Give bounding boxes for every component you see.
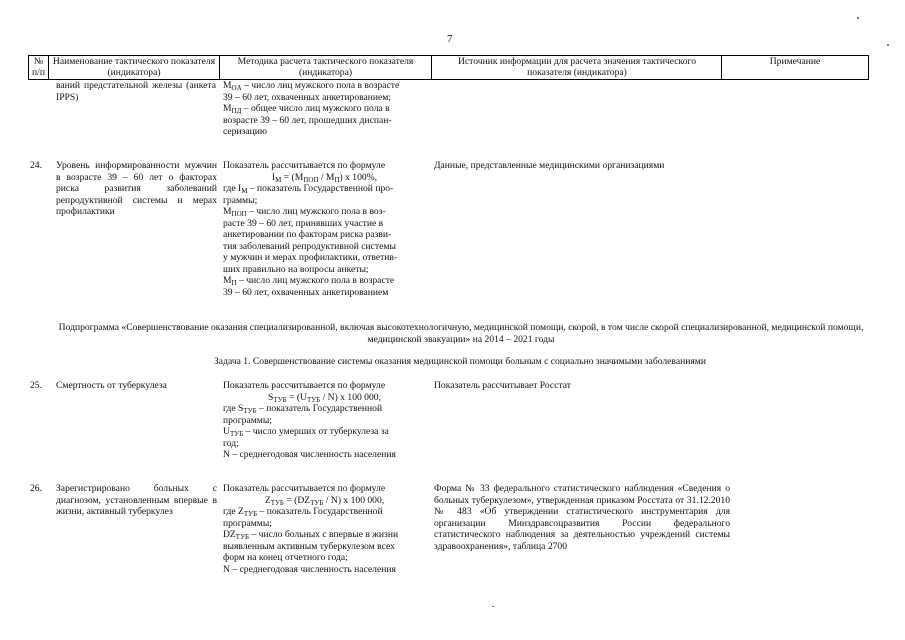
scan-speck — [492, 606, 494, 607]
method-line: Показатель рассчитывается по формуле — [223, 483, 386, 494]
row-number: 25. — [30, 380, 42, 391]
method-line: 39 – 60 лет, охваченных анкетированием — [223, 286, 389, 298]
method-text — [223, 483, 426, 575]
method-line: N – среднегодовая численность населения — [223, 563, 396, 575]
method-line: расте 39 – 60 лет, принявших участие в — [223, 217, 384, 229]
method-line: программы; — [223, 414, 272, 426]
method-line: $M_П$ – число лиц мужского пола в возрасте — [223, 275, 395, 287]
method-text — [223, 380, 426, 461]
method-line: тия заболеваний репродуктивной системы — [223, 240, 396, 252]
indicator-name: ваний предстательной железы (анкета IPPS) — [56, 80, 216, 103]
method-line: где $Z_{ТУБ}$ – показатель Государственной — [223, 506, 383, 518]
method-line: $S_{ТУБ} = (U_{ТУБ} / N)$ x 100 000, — [268, 391, 381, 404]
method-line: Показатель рассчитывается по формуле — [223, 380, 386, 391]
scan-speck — [857, 17, 859, 19]
method-line: граммы; — [223, 194, 258, 206]
method-line: $DZ_{ТУБ}$ – число больных с впервые в жизни — [223, 529, 399, 541]
method-line: форм на конец отчетного года; — [223, 552, 348, 563]
header-method: Методика расчета тактического показателя (индикатора) — [237, 56, 414, 78]
header-source: Источник информации для расчета значения тактического показателя (индикатора) — [457, 56, 697, 78]
col-border — [219, 55, 220, 80]
method-text — [223, 160, 426, 298]
col-border — [721, 55, 722, 80]
method-line: $M_{OA}$ – число лиц мужского пола в возрасте — [223, 80, 400, 92]
method-line: анкетировании по факторам риска разви- — [223, 229, 392, 240]
method-line: N – среднегодовая численность населения — [223, 449, 396, 460]
indicator-name: Смертность от туберкулеза — [56, 380, 167, 391]
row-number: 24. — [30, 160, 42, 171]
method-line: год; — [223, 437, 239, 449]
indicator-name: Зарегистрировано больных с диагнозом, установленным впервые в жизни, активный туберкулез — [56, 483, 217, 517]
method-line: выявленным активным туберкулезом всех — [223, 540, 395, 552]
method-line: $I_М = (M_{ПОП} / M_П)$ x 100%, — [271, 171, 378, 184]
method-line: ших правильно на вопросы анкеты; — [223, 263, 369, 275]
method-line: $Z_{ТУБ} = (DZ_{ТУБ} / N)$ x 100 000, — [264, 494, 385, 507]
method-line: $M_{ПОП}$ – число лиц мужского пола в воз- — [223, 206, 386, 218]
page-number: 7 — [447, 33, 453, 45]
col-border — [431, 55, 432, 80]
method-line: $M_{ПД}$ – общее число лиц мужского пола в — [223, 103, 390, 115]
col-border — [868, 55, 869, 80]
header-num: № п/п — [32, 56, 45, 78]
header-name: Наименование тактического показателя (индикатора) — [52, 56, 216, 78]
method-line: $U_{ТУБ}$ – число умерших от туберкулеза за — [223, 426, 389, 438]
subprogram-title: Подпрограмма «Совершенствование оказания специализированной, включая высокотехнологичную, медицинской помощи, скорой, в том числе скорой специализированной, медицинской помощи, медицинской эвакуации» на 2014 – 2021 годы — [58, 322, 864, 345]
source-text: Показатель рассчитывает Росстат — [434, 380, 571, 391]
row-number: 26. — [30, 483, 42, 494]
method-line: у мужчин и мерах профилактики, ответив- — [223, 252, 398, 263]
method-text — [223, 80, 426, 138]
source-text: Данные, представленные медицинскими организациями — [434, 160, 665, 171]
header-note: Примечание — [769, 56, 821, 67]
method-line: возрасте 39 – 60 лет, прошедших диспан- — [223, 114, 392, 126]
method-line: программы; — [223, 517, 272, 529]
method-line: где $S_{ТУБ}$ – показатель Государственной — [223, 403, 383, 415]
method-line: где $I_М$ – показатель Государственной про- — [223, 183, 394, 195]
source-text: Форма № 33 федерального статистического наблюдения «Сведения о больных туберкулезом», утвержденная приказом Росстата от 31.12.2010 № 483 «Об утверждении статистического инструментария для организации Минздравсоцразвития России федерального статистического наблюдения за деятельностью учреждений системы здравоохранения», таблица 2700 — [434, 483, 730, 552]
col-border — [48, 55, 49, 80]
method-line: Показатель рассчитывается по формуле — [223, 160, 386, 171]
indicator-name: Уровень информированности мужчин в возрасте 39 – 60 лет о факторах риска развития заболеваний репродуктивной системы и мерах профилактики — [56, 160, 217, 217]
scan-speck — [887, 44, 889, 46]
method-line: 39 – 60 лет, охваченных анкетированием; — [223, 91, 392, 103]
method-line: серизацию — [223, 126, 268, 137]
task-title: Задача 1. Совершенствование системы оказания медицинской помощи больным с социально значимыми заболеваниями — [214, 356, 706, 367]
